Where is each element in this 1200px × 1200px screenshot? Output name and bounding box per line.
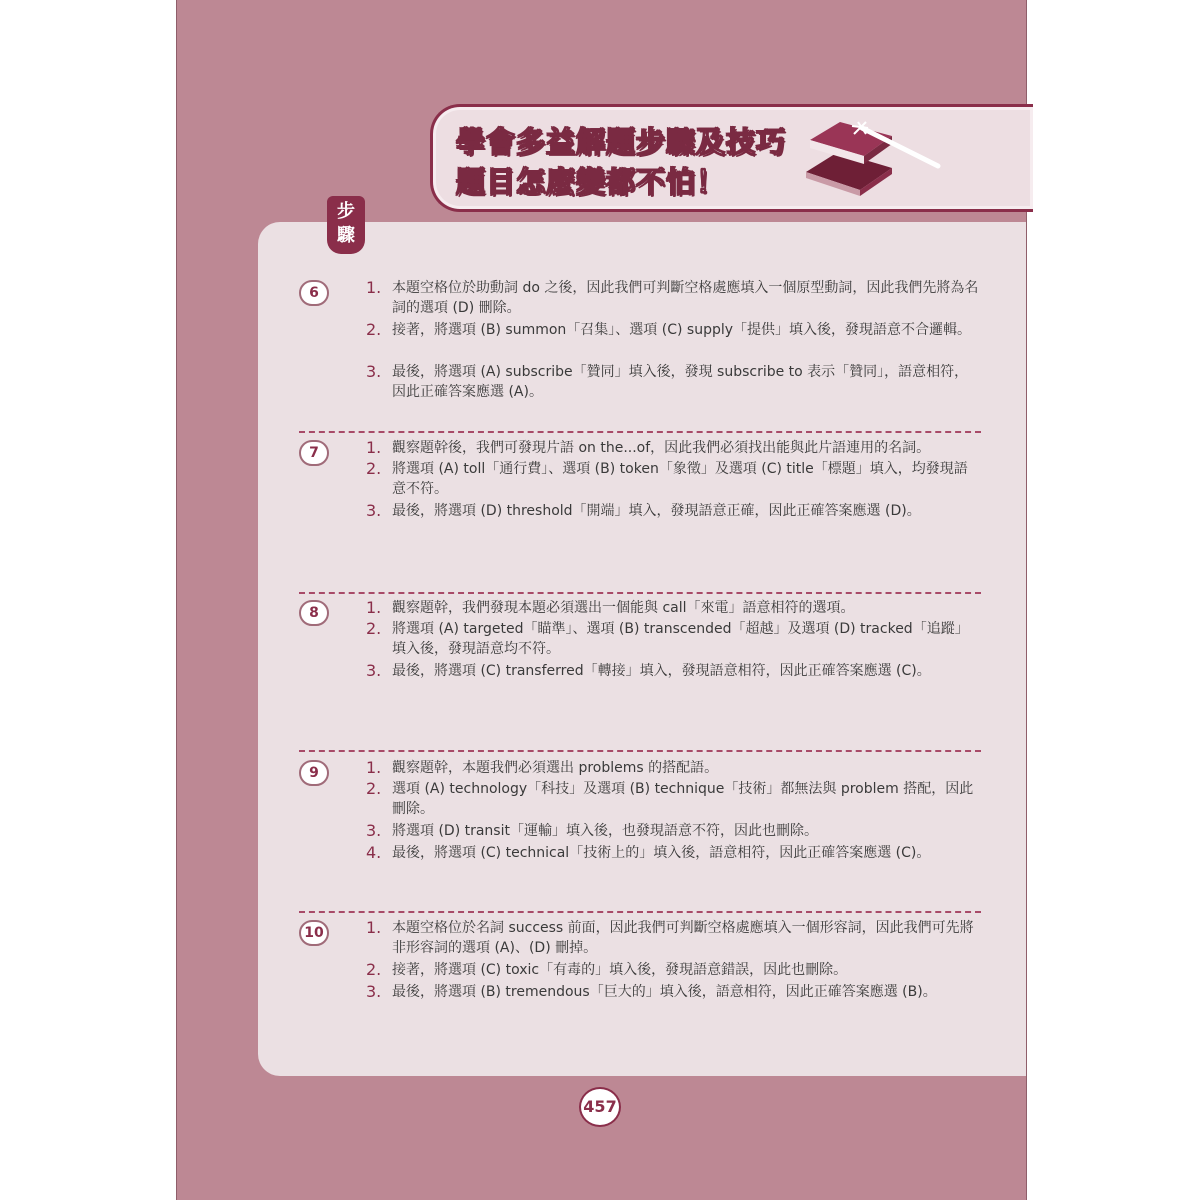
list-item: 2. 選項 (A) technology「科技」及選項 (B) technique「技術」都無法與 problem 搭配，因此刪除。 [366,779,974,817]
list-item: 1. 本題空格位於助動詞 do 之後，因此我們可判斷空格處應填入一個原型動詞，因此我們先將為名詞的選項 (D) 刪除。 [366,278,979,316]
banner-title-line-2: 題目怎麼變都不怕！ [456,165,727,199]
dashed-divider [299,431,981,433]
list-item: 3. 最後，將選項 (D) threshold「開端」填入，發現語意正確，因此正確答案應選 (D)。 [366,501,921,520]
list-item: 2. 接著，將選項 (C) toxic「有毒的」填入後，發現語意錯誤，因此也刪除。 [366,960,848,979]
list-item: 1. 觀察題幹，本題我們必須選出 problems 的搭配語。 [366,758,719,777]
list-item: 3. 最後，將選項 (B) tremendous「巨大的」填入後，語意相符，因此正確答案應選 (B)。 [366,982,937,1001]
list-item: 4. 最後，將選項 (C) technical「技術上的」填入後，語意相符，因此正確答案應選 (C)。 [366,843,931,862]
list-item: 2. 將選項 (A) toll「通行費」、選項 (B) token「象徵」及選項 (C) title「標題」填入，均發現語意不符。 [366,459,968,497]
dashed-divider [299,911,981,913]
item-number-badge: 10 [299,920,329,946]
list-item: 3. 最後，將選項 (C) transferred「轉接」填入，發現語意相符，因此正確答案應選 (C)。 [366,661,931,680]
step-tab: 步 驟 [327,196,365,254]
book-and-wand-icon [800,112,950,198]
list-item: 1. 本題空格位於名詞 success 前面，因此我們可判斷空格處應填入一個形容詞，因此我們可先將非形容詞的選項 (A)、(D) 刪掉。 [366,918,974,956]
item-number-badge: 9 [299,760,329,786]
list-item: 2. 將選項 (A) targeted「瞄準」、選項 (B) transcended「超越」及選項 (D) tracked「追蹤」填入後，發現語意均不符。 [366,619,969,657]
item-number-badge: 7 [299,440,329,466]
banner-title-line-1: 學會多益解題步驟及技巧 [456,125,787,159]
page-number: 457 [579,1087,621,1127]
list-item: 2. 接著，將選項 (B) summon「召集」、選項 (C) supply「提供」填入後，發現語意不合邏輯。 [366,320,972,339]
list-item: 3. 最後，將選項 (A) subscribe「贊同」填入後，發現 subscribe to 表示「贊同」，語意相符，因此正確答案應選 (A)。 [366,362,969,400]
list-item: 1. 觀察題幹後，我們可發現片語 on the...of，因此我們必須找出能與此片語連用的名詞。 [366,438,931,457]
dashed-divider [299,592,981,594]
item-number-badge: 8 [299,600,329,626]
list-item: 1. 觀察題幹，我們發現本題必須選出一個能與 call「來電」語意相符的選項。 [366,598,855,617]
dashed-divider [299,750,981,752]
list-item: 3. 將選項 (D) transit「運輸」填入後，也發現語意不符，因此也刪除。 [366,821,818,840]
item-number-badge: 6 [299,280,329,306]
